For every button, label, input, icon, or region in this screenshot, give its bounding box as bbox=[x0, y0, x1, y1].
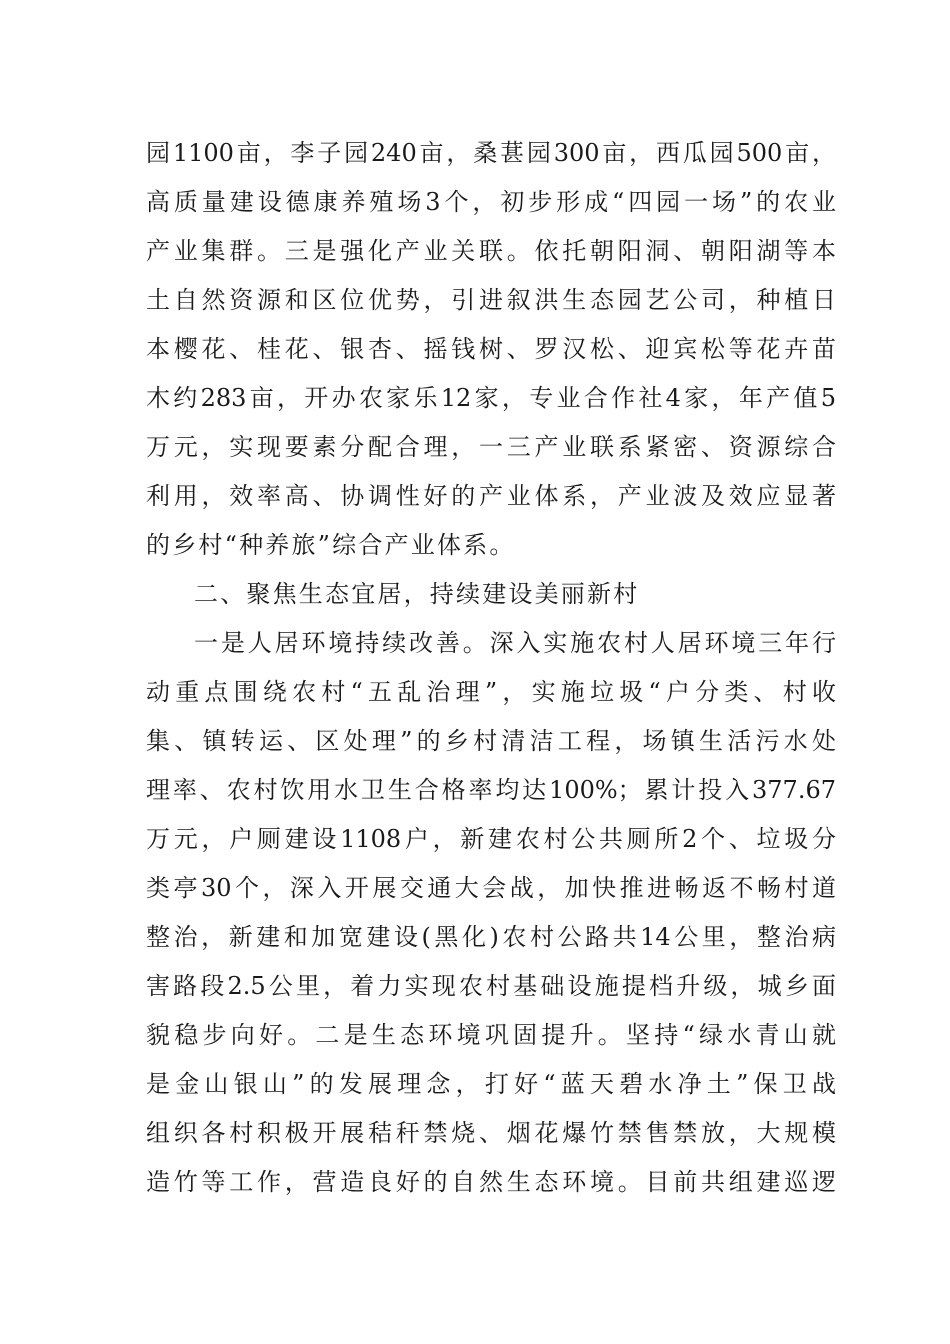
text-line: 利用，效率高、协调性好的产业体系，产业波及效应显著 bbox=[146, 482, 836, 510]
text-line: 貌稳步向好。二是生态环境巩固提升。坚持“绿水青山就 bbox=[146, 1021, 836, 1049]
text-line: 整治，新建和加宽建设(黑化)农村公路共14公里，整治病 bbox=[146, 923, 836, 951]
text-line: 一是人居环境持续改善。深入实施农村人居环境三年行 bbox=[194, 629, 836, 657]
text-line: 集、镇转运、区处理”的乡村清洁工程，场镇生活污水处 bbox=[146, 727, 836, 755]
body-text bbox=[146, 129, 836, 1207]
text-line: 造竹等工作，营造良好的自然生态环境。目前共组建巡逻 bbox=[146, 1168, 836, 1196]
text-line: 动重点围绕农村“五乱治理”，实施垃圾“户分类、村收 bbox=[146, 678, 836, 706]
text-line: 是金山银山”的发展理念，打好“蓝天碧水净土”保卫战 bbox=[146, 1070, 836, 1098]
text-line: 组织各村积极开展秸秆禁烧、烟花爆竹禁售禁放，大规模 bbox=[146, 1119, 836, 1147]
text-line: 本樱花、桂花、银杏、摇钱树、罗汉松、迎宾松等花卉苗 bbox=[146, 335, 836, 363]
text-line: 类亭30个，深入开展交通大会战，加快推进畅返不畅村道 bbox=[146, 874, 836, 902]
text-line: 理率、农村饮用水卫生合格率均达100%；累计投入377.67 bbox=[146, 776, 836, 804]
text-line: 万元，户厕建设1108户，新建农村公共厕所2个、垃圾分 bbox=[146, 825, 836, 853]
text-line: 万元，实现要素分配合理，一三产业联系紧密、资源综合 bbox=[146, 433, 836, 461]
text-line: 土自然资源和区位优势，引进叙洪生态园艺公司，种植日 bbox=[146, 286, 836, 314]
text-line: 的乡村“种养旅”综合产业体系。 bbox=[146, 531, 516, 559]
text-line: 高质量建设德康养殖场3个，初步形成“四园一场”的农业 bbox=[146, 188, 836, 216]
text-line: 产业集群。三是强化产业关联。依托朝阳洞、朝阳湖等本 bbox=[146, 237, 836, 265]
section-heading: 二、聚焦生态宜居，持续建设美丽新村 bbox=[194, 580, 640, 608]
text-line: 木约283亩，开办农家乐12家，专业合作社4家，年产值5 bbox=[146, 384, 836, 412]
text-line: 园1100亩，李子园240亩，桑葚园300亩，西瓜园500亩， bbox=[146, 139, 836, 167]
text-line: 害路段2.5公里，着力实现农村基础设施提档升级，城乡面 bbox=[146, 972, 836, 1000]
